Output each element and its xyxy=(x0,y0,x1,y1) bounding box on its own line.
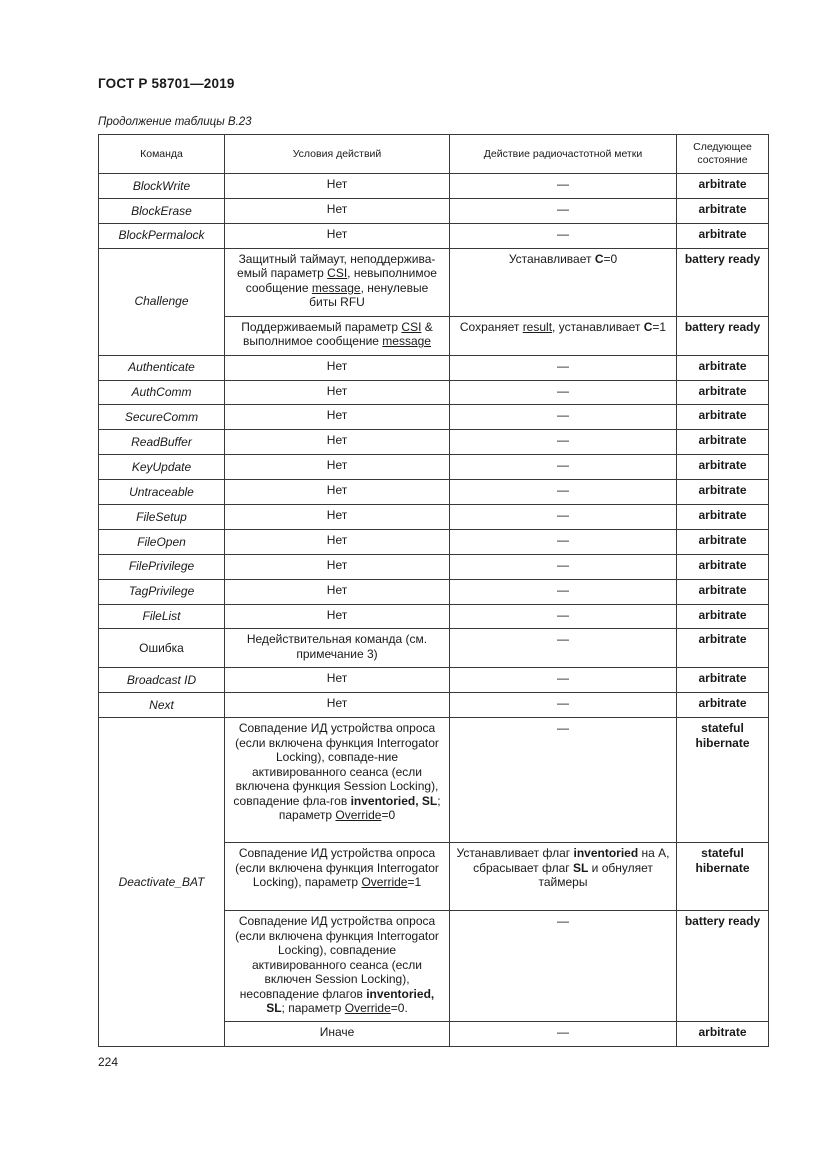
next-state-cell: arbitrate xyxy=(677,355,769,380)
next-state-cell: arbitrate xyxy=(677,505,769,530)
action-cell: — xyxy=(450,380,677,405)
command-cell: FilePrivilege xyxy=(99,554,225,579)
next-state-cell: arbitrate xyxy=(677,1022,769,1047)
condition-cell: Нет xyxy=(225,223,450,248)
command-cell: Broadcast ID xyxy=(99,668,225,693)
command-cell: ReadBuffer xyxy=(99,430,225,455)
condition-cell: Нет xyxy=(225,604,450,629)
next-state-cell: battery ready xyxy=(677,911,769,1022)
command-cell: BlockErase xyxy=(99,198,225,223)
action-cell: — xyxy=(450,629,677,668)
action-cell: — xyxy=(450,911,677,1022)
condition-cell: Нет xyxy=(225,355,450,380)
condition-cell: Нет xyxy=(225,693,450,718)
state-transition-table xyxy=(98,134,769,1047)
table-row xyxy=(99,198,769,223)
condition-cell: Нет xyxy=(225,480,450,505)
condition-cell: Нет xyxy=(225,174,450,199)
condition-cell: Недействительная команда (см. примечание 3) xyxy=(225,629,450,668)
action-cell: — xyxy=(450,668,677,693)
command-cell: Authenticate xyxy=(99,355,225,380)
table-row xyxy=(99,529,769,554)
next-state-cell: arbitrate xyxy=(677,174,769,199)
page-number: 224 xyxy=(98,1055,119,1069)
condition-cell: Нет xyxy=(225,668,450,693)
action-cell: — xyxy=(450,198,677,223)
command-cell: TagPrivilege xyxy=(99,579,225,604)
next-state-cell: arbitrate xyxy=(677,629,769,668)
condition-cell: Нет xyxy=(225,579,450,604)
next-state-cell: arbitrate xyxy=(677,668,769,693)
action-cell: Сохраняет result, устанавливает C=1 xyxy=(450,316,677,355)
action-cell: — xyxy=(450,480,677,505)
table-row xyxy=(99,455,769,480)
table-row xyxy=(99,554,769,579)
condition-cell: Нет xyxy=(225,455,450,480)
action-cell: — xyxy=(450,693,677,718)
condition-cell: Защитный таймаут, неподдержива-емый параметр CSI, невыполнимое сообщение message, ненулевые биты RFU xyxy=(225,248,450,316)
table-row xyxy=(99,405,769,430)
action-cell: — xyxy=(450,529,677,554)
command-cell: Ошибка xyxy=(99,629,225,668)
table-row xyxy=(99,718,769,843)
action-cell: — xyxy=(450,355,677,380)
command-cell: BlockPermalock xyxy=(99,223,225,248)
action-cell: — xyxy=(450,604,677,629)
next-state-cell: stateful hibernate xyxy=(677,843,769,911)
command-cell: Deactivate_BAT xyxy=(99,718,225,1047)
command-cell: FileOpen xyxy=(99,529,225,554)
next-state-cell: arbitrate xyxy=(677,430,769,455)
next-state-cell: arbitrate xyxy=(677,529,769,554)
action-cell: Устанавливает C=0 xyxy=(450,248,677,316)
table-row xyxy=(99,505,769,530)
condition-cell: Нет xyxy=(225,405,450,430)
next-state-cell: arbitrate xyxy=(677,579,769,604)
action-cell: — xyxy=(450,554,677,579)
table-row xyxy=(99,604,769,629)
command-cell: AuthComm xyxy=(99,380,225,405)
action-cell: — xyxy=(450,455,677,480)
command-cell: FileSetup xyxy=(99,505,225,530)
next-state-cell: arbitrate xyxy=(677,693,769,718)
table-row xyxy=(99,629,769,668)
table-header-row xyxy=(99,135,769,174)
next-state-cell: arbitrate xyxy=(677,380,769,405)
next-state-cell: arbitrate xyxy=(677,554,769,579)
table-row xyxy=(99,380,769,405)
column-header-command: Команда xyxy=(99,135,225,174)
table-caption: Продолжение таблицы В.23 xyxy=(98,116,252,128)
command-cell: SecureComm xyxy=(99,405,225,430)
next-state-cell: battery ready xyxy=(677,316,769,355)
table-row xyxy=(99,174,769,199)
condition-cell: Нет xyxy=(225,198,450,223)
command-cell: Untraceable xyxy=(99,480,225,505)
condition-cell: Нет xyxy=(225,505,450,530)
condition-cell: Нет xyxy=(225,554,450,579)
action-cell: — xyxy=(450,579,677,604)
condition-cell: Поддерживаемый параметр CSI & выполнимое сообщение message xyxy=(225,316,450,355)
command-cell: BlockWrite xyxy=(99,174,225,199)
condition-cell: Иначе xyxy=(225,1022,450,1047)
action-cell: — xyxy=(450,223,677,248)
document-header: ГОСТ Р 58701—2019 xyxy=(98,76,235,91)
command-cell: KeyUpdate xyxy=(99,455,225,480)
column-header-action: Действие радиочастотной метки xyxy=(450,135,677,174)
next-state-cell: arbitrate xyxy=(677,405,769,430)
action-cell: — xyxy=(450,718,677,843)
next-state-cell: arbitrate xyxy=(677,223,769,248)
next-state-cell: arbitrate xyxy=(677,604,769,629)
condition-cell: Совпадение ИД устройства опроса (если включена функция Interrogator Locking), совпадение активированного сеанса (если включен Session Locking), несовпадение флагов inventoried, SL; параметр Override=0. xyxy=(225,911,450,1022)
condition-cell: Совпадение ИД устройства опроса (если включена функция Interrogator Locking), совпаде-ние активированного сеанса (если включена функция Session Locking), совпадение фла-гов inventoried, SL; параметр Override=0 xyxy=(225,718,450,843)
table-row xyxy=(99,668,769,693)
command-cell: Next xyxy=(99,693,225,718)
next-state-cell: arbitrate xyxy=(677,480,769,505)
action-cell: — xyxy=(450,430,677,455)
action-cell: — xyxy=(450,405,677,430)
next-state-cell: arbitrate xyxy=(677,455,769,480)
column-header-next-state: Следующее состояние xyxy=(677,135,769,174)
action-cell: — xyxy=(450,505,677,530)
action-cell: — xyxy=(450,1022,677,1047)
table-row xyxy=(99,248,769,316)
table-row xyxy=(99,355,769,380)
next-state-cell: battery ready xyxy=(677,248,769,316)
command-cell: FileList xyxy=(99,604,225,629)
table-row xyxy=(99,480,769,505)
action-cell: — xyxy=(450,174,677,199)
condition-cell: Нет xyxy=(225,430,450,455)
condition-cell: Нет xyxy=(225,529,450,554)
action-cell: Устанавливает флаг inventoried на A, сбрасывает флаг SL и обнуляет таймеры xyxy=(450,843,677,911)
table-row xyxy=(99,693,769,718)
command-cell: Challenge xyxy=(99,248,225,355)
column-header-conditions: Условия действий xyxy=(225,135,450,174)
condition-cell: Нет xyxy=(225,380,450,405)
condition-cell: Совпадение ИД устройства опроса (если включена функция Interrogator Locking), параметр Override=1 xyxy=(225,843,450,911)
table-row xyxy=(99,579,769,604)
next-state-cell: stateful hibernate xyxy=(677,718,769,843)
table-row xyxy=(99,223,769,248)
next-state-cell: arbitrate xyxy=(677,198,769,223)
table-row xyxy=(99,430,769,455)
